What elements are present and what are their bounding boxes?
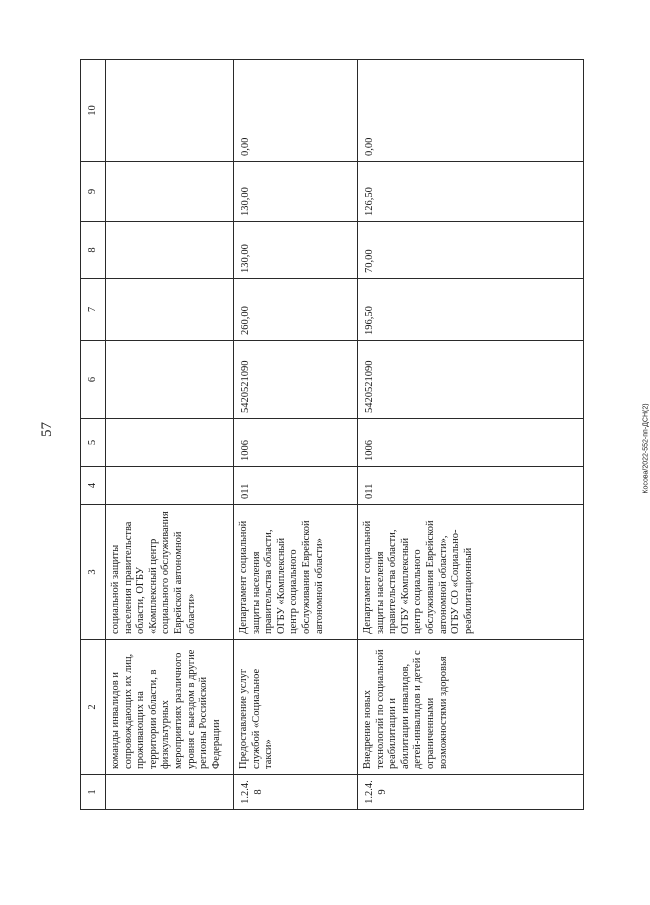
amount-cell: 260,00 [234, 279, 358, 341]
executor-cell: социальной защиты населения правительства области, ОГБУ «Комплексный центр социального обслуживания Еврейской автономной области» [106, 505, 234, 640]
header-cell: 1 [81, 775, 106, 810]
section-cell: 1006 [358, 419, 584, 467]
document-code: Косова/2022-552-пп-ДСН(2) [642, 403, 650, 494]
amount-cell [106, 279, 234, 341]
code-cell [106, 467, 234, 505]
budget-code-cell: 5420521090 [358, 341, 584, 419]
budget-code-cell [106, 341, 234, 419]
row-number-cell: 1.2.4.9 [358, 775, 584, 810]
code-cell: 011 [234, 467, 358, 505]
header-cell: 6 [81, 341, 106, 419]
table-row [358, 60, 584, 810]
header-cell: 3 [81, 505, 106, 640]
page-number: 57 [39, 422, 55, 437]
amount-cell: 0,00 [358, 60, 584, 162]
code-cell: 011 [358, 467, 584, 505]
activity-name-cell: Внедрение новых технологий по социальной реабилитации и абилитации инвалидов, детей-инвалидов и детей с ограниченными возможностями здоровья [358, 640, 584, 775]
table-area [80, 60, 570, 810]
header-cell: 7 [81, 279, 106, 341]
table-header-row [81, 60, 106, 810]
amount-cell: 0,00 [234, 60, 358, 162]
amount-cell: 126,50 [358, 162, 584, 222]
activity-name-cell: Предоставление услуг службой «Социальное такси» [234, 640, 358, 775]
executor-cell: Департамент социальной защиты населения правительства области, ОГБУ «Комплексный центр социального обслуживания Еврейской автономной области», ОГБУ СО «Социально-реабилитационный [358, 505, 584, 640]
header-cell: 8 [81, 222, 106, 279]
amount-cell [106, 222, 234, 279]
row-number-cell: 1.2.4.8 [234, 775, 358, 810]
header-cell: 9 [81, 162, 106, 222]
header-cell: 4 [81, 467, 106, 505]
section-cell: 1006 [234, 419, 358, 467]
amount-cell: 196,50 [358, 279, 584, 341]
amount-cell: 130,00 [234, 162, 358, 222]
row-number-cell [106, 775, 234, 810]
header-cell: 2 [81, 640, 106, 775]
header-cell: 5 [81, 419, 106, 467]
section-cell [106, 419, 234, 467]
table-row [234, 60, 358, 810]
budget-code-cell: 5420521090 [234, 341, 358, 419]
amount-cell [106, 162, 234, 222]
amount-cell: 70,00 [358, 222, 584, 279]
table-row [106, 60, 234, 810]
header-cell: 10 [81, 60, 106, 162]
amount-cell: 130,00 [234, 222, 358, 279]
activity-name-cell: команды инвалидов и сопровождающих их лиц, проживающих на территории области, в физкультурных мероприятиях различного уровня с выездом в другие регионы Российской Федерации [106, 640, 234, 775]
rotated-table-container [80, 60, 570, 810]
budget-table [80, 59, 584, 810]
executor-cell: Департамент социальной защиты населения правительства области, ОГБУ «Комплексный центр социального обслуживания Еврейской автономной области» [234, 505, 358, 640]
amount-cell [106, 60, 234, 162]
